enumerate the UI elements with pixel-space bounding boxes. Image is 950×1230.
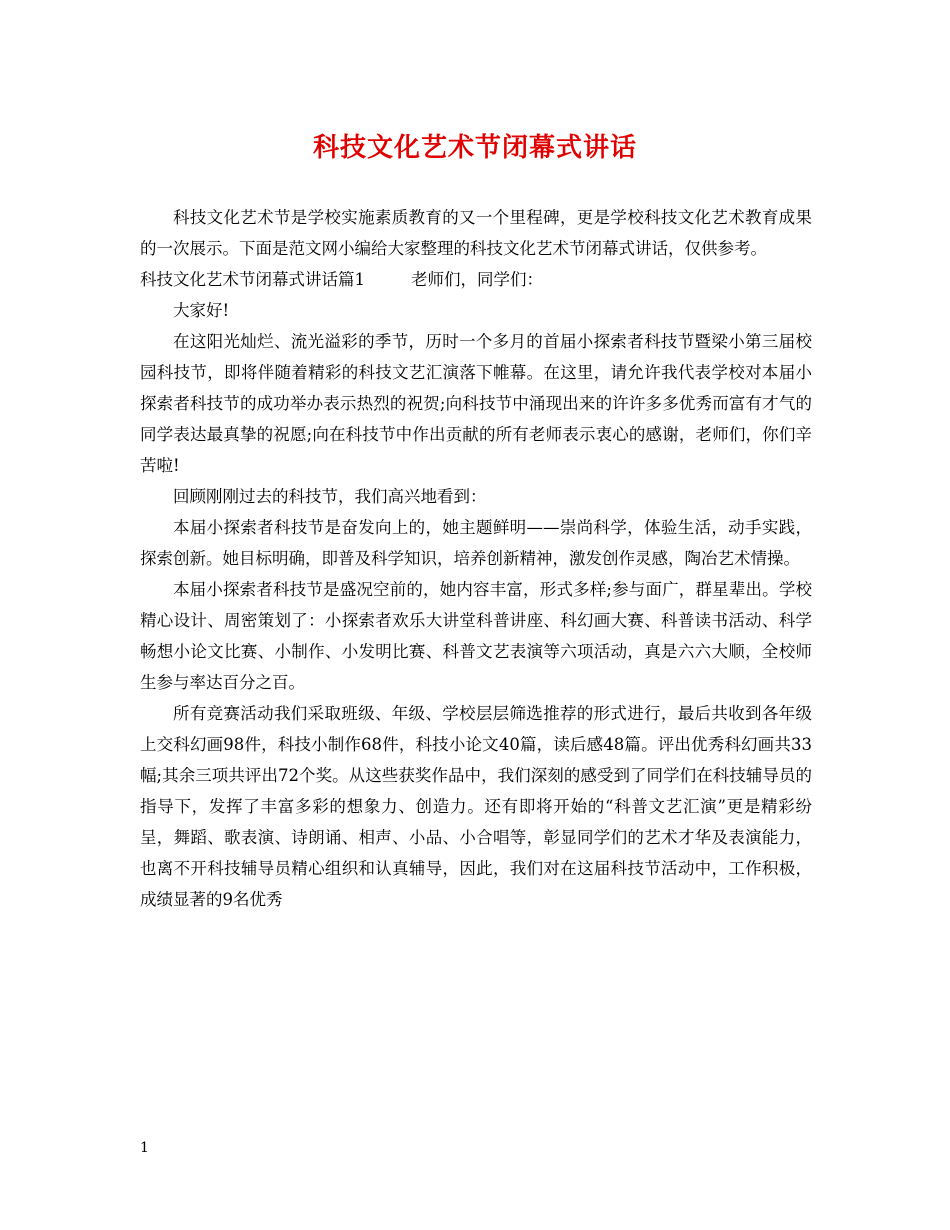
page-number: 1 [140,1140,149,1156]
salutation: 老师们，同学们： [411,270,543,289]
body-paragraph: 所有竞赛活动我们采取班级、年级、学校层层筛选推荐的形式进行，最后共收到各年级上交科幻画98件，科技小制作68件，科技小论文40篇，读后感48篇。评出优秀科幻画共33幅;其余三项共评出72个奖。从这些获奖作品中，我们深刻的感受到了同学们在科技辅导员的指导下，发挥了丰富多彩的想象力、创造力。还有即将开始的“科普文艺汇演”更是精彩纷呈，舞蹈、歌表演、诗朗诵、相声、小品、小合唱等，彰显同学们的艺术才华及表演能力，也离不开科技辅导员精心组织和认真辅导，因此，我们对在这届科技节活动中，工作积极，成绩显著的9名优秀 [140,704,812,909]
intro-paragraph: 科技文化艺术节是学校实施素质教育的又一个里程碑，更是学校科技文化艺术教育成果的一次展示。下面是范文网小编给大家整理的科技文化艺术节闭幕式讲话，仅供参考。 [140,208,812,258]
document-body [140,202,812,915]
document-title: 科技文化艺术节闭幕式讲话 [312,133,637,163]
body-paragraph: 本届小探索者科技节是盛况空前的，她内容丰富，形式多样;参与面广，群星辈出。学校精心设计、周密策划了：小探索者欢乐大讲堂科普讲座、科幻画大赛、科普读书活动、科学畅想小论文比赛、小制作、小发明比赛、科普文艺表演等六项活动，真是六六大顺，全校师生参与率达百分之百。 [140,580,812,692]
body-paragraph: 回顾刚刚过去的科技节，我们高兴地看到： [173,487,487,506]
body-paragraph: 大家好! [173,301,230,320]
body-paragraph: 在这阳光灿烂、流光溢彩的季节，历时一个多月的首届小探索者科技节暨梁小第三届校园科技节，即将伴随着精彩的科技文艺汇演落下帷幕。在这里，请允许我代表学校对本届小探索者科技节的成功举办表示热烈的祝贺;向科技节中涌现出来的许许多多优秀而富有才气的同学表达最真挚的祝愿;向在科技节中作出贡献的所有老师表示衷心的感谢，老师们，你们辛苦啦! [140,332,812,475]
section-heading-line [140,264,812,295]
body-paragraph: 本届小探索者科技节是奋发向上的，她主题鲜明——崇尚科学，体验生活，动手实践，探索创新。她目标明确，即普及科学知识，培养创新精神，激发创作灵感，陶冶艺术情操。 [140,518,812,568]
section-heading: 科技文化艺术节闭幕式讲话篇1 [140,270,365,289]
